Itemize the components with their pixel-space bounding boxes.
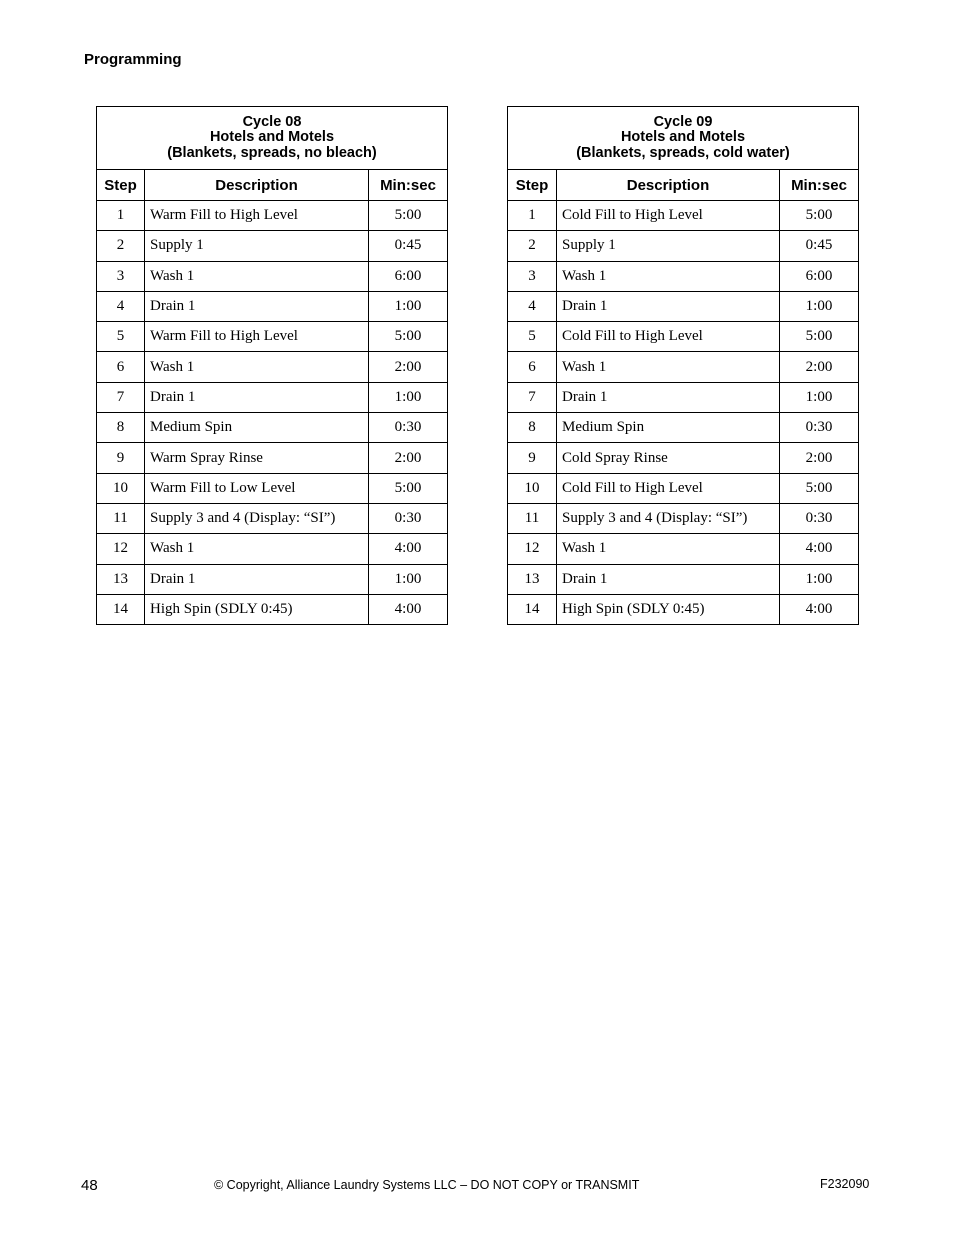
step-number: 11 (508, 503, 557, 533)
step-duration: 1:00 (369, 564, 448, 594)
step-duration: 4:00 (780, 534, 859, 564)
table-row (508, 473, 859, 503)
table-row (97, 564, 448, 594)
page-number: 48 (81, 1177, 98, 1194)
step-description: Cold Fill to High Level (557, 473, 780, 503)
copyright-notice: © Copyright, Alliance Laundry Systems LLC – DO NOT COPY or TRANSMIT (214, 1178, 640, 1192)
table-row (508, 443, 859, 473)
step-description: Wash 1 (557, 352, 780, 382)
table-row (97, 443, 448, 473)
step-duration: 5:00 (369, 201, 448, 231)
step-duration: 5:00 (369, 473, 448, 503)
step-number: 3 (508, 261, 557, 291)
step-duration: 4:00 (369, 594, 448, 624)
step-duration: 2:00 (780, 443, 859, 473)
table-row (508, 534, 859, 564)
step-number: 14 (508, 594, 557, 624)
step-description: Drain 1 (145, 564, 369, 594)
step-number: 5 (97, 322, 145, 352)
table-row (508, 352, 859, 382)
title-line: Cycle 08 (242, 113, 302, 130)
step-number: 8 (508, 413, 557, 443)
step-duration: 4:00 (369, 534, 448, 564)
step-duration: 2:00 (780, 352, 859, 382)
table-row (97, 413, 448, 443)
step-description: Supply 3 and 4 (Display: “SI”) (557, 503, 780, 533)
table-row (97, 261, 448, 291)
step-description: Warm Fill to High Level (145, 201, 369, 231)
step-number: 3 (97, 261, 145, 291)
step-description: Cold Fill to High Level (557, 322, 780, 352)
step-description: Drain 1 (145, 291, 369, 321)
step-duration: 6:00 (369, 261, 448, 291)
title-line: Hotels and Motels (620, 129, 746, 146)
step-duration: 2:00 (369, 443, 448, 473)
column-header-description: Description (145, 170, 369, 201)
step-duration: 4:00 (780, 594, 859, 624)
step-duration: 1:00 (369, 291, 448, 321)
table-row (97, 594, 448, 624)
step-description: Drain 1 (557, 291, 780, 321)
step-description: Medium Spin (557, 413, 780, 443)
step-number: 7 (508, 382, 557, 412)
cycle-09-table (507, 106, 859, 625)
title-line: Cycle 09 (653, 113, 713, 130)
step-description: Drain 1 (145, 382, 369, 412)
table-row (97, 352, 448, 382)
step-duration: 6:00 (780, 261, 859, 291)
step-number: 4 (508, 291, 557, 321)
table-row (508, 291, 859, 321)
step-duration: 1:00 (780, 564, 859, 594)
step-description: Wash 1 (145, 261, 369, 291)
step-number: 9 (97, 443, 145, 473)
column-header-step: Step (97, 170, 145, 201)
table-row (508, 503, 859, 533)
table-title (97, 107, 448, 170)
step-number: 14 (97, 594, 145, 624)
step-number: 9 (508, 443, 557, 473)
step-description: Supply 3 and 4 (Display: “SI”) (145, 503, 369, 533)
table-row (508, 322, 859, 352)
table-row (508, 382, 859, 412)
section-title: Programming (84, 51, 182, 68)
step-number: 6 (508, 352, 557, 382)
table-row (508, 413, 859, 443)
table-row (97, 534, 448, 564)
step-duration: 0:30 (780, 503, 859, 533)
step-duration: 0:30 (369, 413, 448, 443)
step-description: Supply 1 (557, 231, 780, 261)
step-duration: 5:00 (780, 322, 859, 352)
step-number: 12 (97, 534, 145, 564)
step-duration: 5:00 (780, 473, 859, 503)
step-duration: 1:00 (780, 291, 859, 321)
step-description: Warm Fill to Low Level (145, 473, 369, 503)
column-header-time: Min:sec (369, 170, 448, 201)
table-row (97, 322, 448, 352)
step-description: Supply 1 (145, 231, 369, 261)
step-description: Drain 1 (557, 382, 780, 412)
step-number: 5 (508, 322, 557, 352)
cycle-08-table (96, 106, 448, 625)
table-row (97, 473, 448, 503)
step-duration: 5:00 (369, 322, 448, 352)
step-number: 1 (97, 201, 145, 231)
column-header-description: Description (557, 170, 780, 201)
step-number: 13 (97, 564, 145, 594)
title-line: (Blankets, spreads, cold water) (576, 144, 790, 161)
step-description: Drain 1 (557, 564, 780, 594)
step-description: High Spin (SDLY 0:45) (145, 594, 369, 624)
table-row (97, 503, 448, 533)
step-duration: 0:30 (780, 413, 859, 443)
column-header-step: Step (508, 170, 557, 201)
document-code: F232090 (820, 1177, 870, 1191)
step-number: 7 (97, 382, 145, 412)
table-row (97, 382, 448, 412)
table-row (508, 594, 859, 624)
step-description: Wash 1 (145, 534, 369, 564)
step-duration: 0:45 (780, 231, 859, 261)
step-duration: 5:00 (780, 201, 859, 231)
table-row (508, 231, 859, 261)
step-description: Wash 1 (557, 261, 780, 291)
table-row (97, 231, 448, 261)
title-line: (Blankets, spreads, no bleach) (167, 144, 377, 161)
table-row (97, 291, 448, 321)
step-number: 4 (97, 291, 145, 321)
table-row (508, 201, 859, 231)
step-number: 13 (508, 564, 557, 594)
step-description: Medium Spin (145, 413, 369, 443)
table-title (508, 107, 859, 170)
step-duration: 0:45 (369, 231, 448, 261)
step-duration: 0:30 (369, 503, 448, 533)
column-header-time: Min:sec (780, 170, 859, 201)
step-description: Cold Spray Rinse (557, 443, 780, 473)
step-description: Warm Spray Rinse (145, 443, 369, 473)
step-number: 2 (508, 231, 557, 261)
step-number: 10 (97, 473, 145, 503)
step-description: Wash 1 (557, 534, 780, 564)
step-number: 10 (508, 473, 557, 503)
step-duration: 1:00 (780, 382, 859, 412)
table-row (508, 261, 859, 291)
step-description: Wash 1 (145, 352, 369, 382)
step-number: 11 (97, 503, 145, 533)
step-number: 12 (508, 534, 557, 564)
table-row (508, 564, 859, 594)
step-duration: 2:00 (369, 352, 448, 382)
step-number: 2 (97, 231, 145, 261)
step-number: 1 (508, 201, 557, 231)
step-duration: 1:00 (369, 382, 448, 412)
table-row (97, 201, 448, 231)
title-line: Hotels and Motels (209, 129, 335, 146)
step-description: High Spin (SDLY 0:45) (557, 594, 780, 624)
step-description: Warm Fill to High Level (145, 322, 369, 352)
step-number: 6 (97, 352, 145, 382)
step-number: 8 (97, 413, 145, 443)
step-description: Cold Fill to High Level (557, 201, 780, 231)
